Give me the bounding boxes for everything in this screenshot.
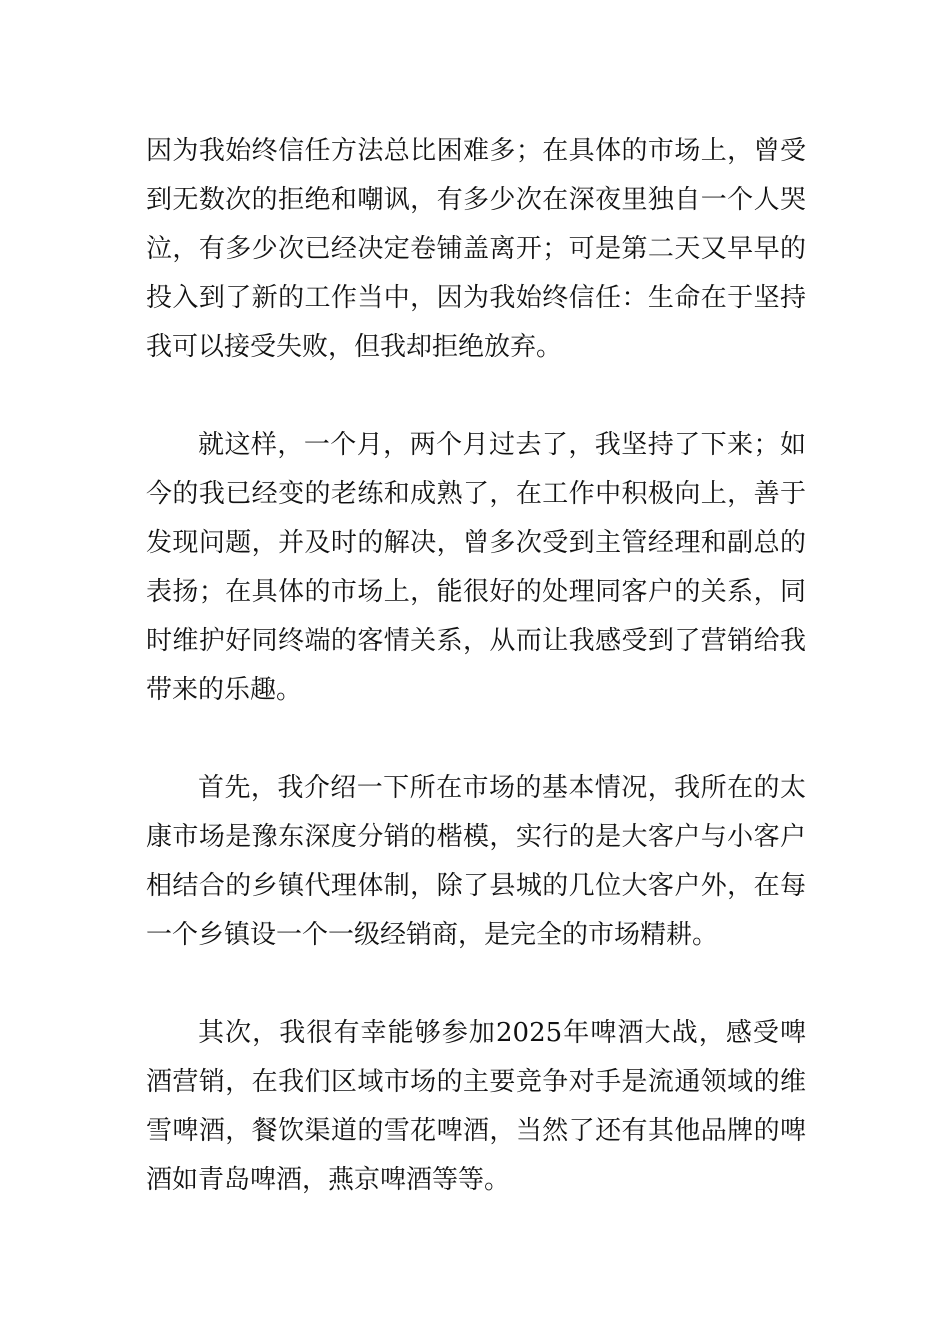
- paragraph-4: 其次，我很有幸能够参加2025年啤酒大战，感受啤酒营销，在我们区域市场的主要竞争对手是流通领域的维雪啤酒，餐饮渠道的雪花啤酒，当然了还有其他品牌的啤酒如青岛啤酒，燕京啤酒等等。: [146, 1018, 806, 1195]
- paragraph-3: 首先，我介绍一下所在市场的基本情况，我所在的太康市场是豫东深度分销的楷模，实行的是大客户与小客户相结合的乡镇代理体制，除了县城的几位大客户外，在每一个乡镇设一个一级经销商，是完全的市场精耕。: [146, 773, 806, 950]
- paragraph-1: 因为我始终信任方法总比困难多；在具体的市场上，曾受到无数次的拒绝和嘲讽，有多少次在深夜里独自一个人哭泣，有多少次已经决定卷铺盖离开；可是第二天又早早的投入到了新的工作当中，因为我始终信任：生命在于坚持我可以接受失败，但我却拒绝放弃。: [146, 136, 806, 362]
- paragraph-2: 就这样，一个月，两个月过去了，我坚持了下来；如今的我已经变的老练和成熟了，在工作中积极向上，善于发现问题，并及时的解决，曾多次受到主管经理和副总的表扬；在具体的市场上，能很好的处理同客户的关系，同时维护好同终端的客情关系，从而让我感受到了营销给我带来的乐趣。: [146, 430, 806, 705]
- document-page: [146, 127, 806, 1254]
